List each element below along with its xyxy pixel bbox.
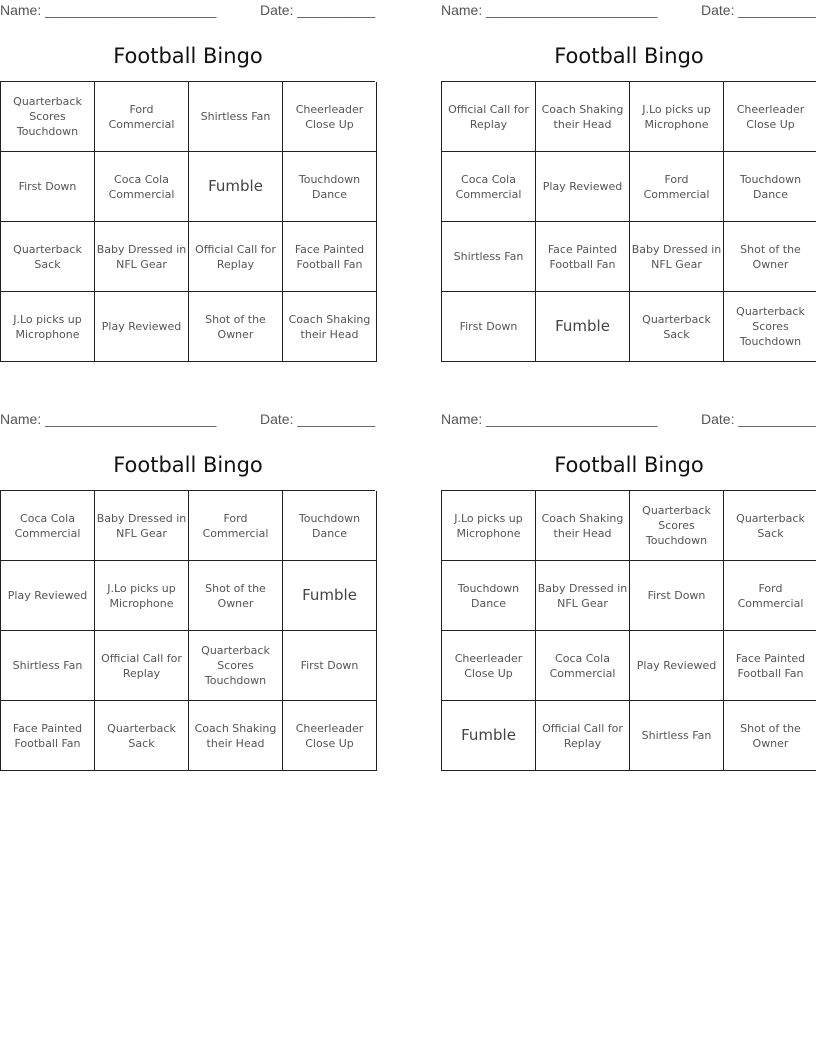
bingo-cell[interactable]: Shirtless Fan <box>1 631 95 701</box>
bingo-card-2 <box>441 0 816 362</box>
bingo-cell[interactable]: Coca Cola Commercial <box>95 152 189 222</box>
bingo-cell[interactable]: Baby Dressed in NFL Gear <box>95 222 189 292</box>
date-field[interactable]: Date: __________ <box>260 2 376 18</box>
bingo-cell[interactable]: Quarterback Scores Touchdown <box>189 631 283 701</box>
date-field[interactable]: Date: __________ <box>260 411 376 427</box>
bingo-cell[interactable]: Quarterback Scores Touchdown <box>724 292 816 362</box>
bingo-cell[interactable]: Official Call for Replay <box>189 222 283 292</box>
bingo-cell[interactable]: Ford Commercial <box>189 491 283 561</box>
bingo-cell[interactable]: Baby Dressed in NFL Gear <box>630 222 724 292</box>
bingo-cell[interactable]: Touchdown Dance <box>283 152 377 222</box>
bingo-cell[interactable]: J.Lo picks up Microphone <box>442 491 536 561</box>
bingo-cell[interactable]: Quarterback Sack <box>630 292 724 362</box>
card-header <box>441 409 816 431</box>
bingo-grid <box>441 81 816 362</box>
bingo-cell[interactable]: Coach Shaking their Head <box>189 701 283 771</box>
bingo-cell[interactable]: Ford Commercial <box>724 561 816 631</box>
name-field[interactable]: Name: ______________________ <box>441 411 658 427</box>
bingo-cell[interactable]: Coach Shaking their Head <box>536 491 630 561</box>
bingo-cell[interactable]: Face Painted Football Fan <box>283 222 377 292</box>
bingo-cell[interactable]: J.Lo picks up Microphone <box>95 561 189 631</box>
date-field[interactable]: Date: __________ <box>701 411 816 427</box>
card-title: Football Bingo <box>113 453 263 477</box>
bingo-cell[interactable]: Shirtless Fan <box>630 701 724 771</box>
bingo-grid <box>0 490 375 771</box>
bingo-grid <box>0 81 375 362</box>
bingo-cell[interactable]: Cheerleader Close Up <box>442 631 536 701</box>
bingo-cell[interactable]: First Down <box>1 152 95 222</box>
bingo-card-1 <box>0 0 376 362</box>
bingo-cell[interactable]: Cheerleader Close Up <box>283 701 377 771</box>
bingo-cell[interactable]: Fumble <box>189 152 283 222</box>
bingo-card-3 <box>0 409 376 771</box>
bingo-cell[interactable]: Coca Cola Commercial <box>536 631 630 701</box>
bingo-cell[interactable]: Face Painted Football Fan <box>536 222 630 292</box>
bingo-card-4 <box>441 409 816 771</box>
bingo-cell[interactable]: Coca Cola Commercial <box>1 491 95 561</box>
card-header <box>0 409 376 431</box>
card-title: Football Bingo <box>113 44 263 68</box>
date-field[interactable]: Date: __________ <box>701 2 816 18</box>
bingo-cell[interactable]: Quarterback Sack <box>1 222 95 292</box>
bingo-cell[interactable]: Fumble <box>442 701 536 771</box>
bingo-cell[interactable]: Shirtless Fan <box>189 82 283 152</box>
name-field[interactable]: Name: ______________________ <box>0 2 217 18</box>
name-field[interactable]: Name: ______________________ <box>441 2 658 18</box>
bingo-grid <box>441 490 816 771</box>
bingo-cell[interactable]: Shirtless Fan <box>442 222 536 292</box>
bingo-cell[interactable]: Coca Cola Commercial <box>442 152 536 222</box>
bingo-cell[interactable]: Shot of the Owner <box>724 222 816 292</box>
bingo-cell[interactable]: Play Reviewed <box>630 631 724 701</box>
bingo-cell[interactable]: Shot of the Owner <box>724 701 816 771</box>
bingo-cell[interactable]: J.Lo picks up Microphone <box>630 82 724 152</box>
card-title: Football Bingo <box>554 453 704 477</box>
name-field[interactable]: Name: ______________________ <box>0 411 217 427</box>
bingo-cell[interactable]: Ford Commercial <box>95 82 189 152</box>
bingo-cell[interactable]: First Down <box>283 631 377 701</box>
bingo-cell[interactable]: Quarterback Scores Touchdown <box>1 82 95 152</box>
bingo-cell[interactable]: First Down <box>630 561 724 631</box>
bingo-cell[interactable]: Quarterback Scores Touchdown <box>630 491 724 561</box>
bingo-cell[interactable]: Official Call for Replay <box>536 701 630 771</box>
bingo-cell[interactable]: Ford Commercial <box>630 152 724 222</box>
bingo-cell[interactable]: Touchdown Dance <box>283 491 377 561</box>
bingo-cell[interactable]: Cheerleader Close Up <box>283 82 377 152</box>
bingo-cell[interactable]: Face Painted Football Fan <box>1 701 95 771</box>
bingo-cell[interactable]: Coach Shaking their Head <box>536 82 630 152</box>
bingo-cell[interactable]: Quarterback Sack <box>724 491 816 561</box>
bingo-cell[interactable]: Baby Dressed in NFL Gear <box>536 561 630 631</box>
bingo-cell[interactable]: Baby Dressed in NFL Gear <box>95 491 189 561</box>
bingo-cell[interactable]: Coach Shaking their Head <box>283 292 377 362</box>
bingo-cell[interactable]: Play Reviewed <box>1 561 95 631</box>
bingo-cell[interactable]: Touchdown Dance <box>442 561 536 631</box>
bingo-cell[interactable]: Play Reviewed <box>536 152 630 222</box>
bingo-cell[interactable]: Official Call for Replay <box>442 82 536 152</box>
bingo-cell[interactable]: Official Call for Replay <box>95 631 189 701</box>
bingo-cell[interactable]: Fumble <box>283 561 377 631</box>
card-header <box>441 0 816 22</box>
bingo-cell[interactable]: Fumble <box>536 292 630 362</box>
bingo-cell[interactable]: Touchdown Dance <box>724 152 816 222</box>
bingo-cell[interactable]: J.Lo picks up Microphone <box>1 292 95 362</box>
bingo-cell[interactable]: Shot of the Owner <box>189 561 283 631</box>
bingo-cell[interactable]: Cheerleader Close Up <box>724 82 816 152</box>
bingo-cell[interactable]: Play Reviewed <box>95 292 189 362</box>
card-header <box>0 0 376 22</box>
bingo-cell[interactable]: First Down <box>442 292 536 362</box>
bingo-cell[interactable]: Shot of the Owner <box>189 292 283 362</box>
bingo-cell[interactable]: Face Painted Football Fan <box>724 631 816 701</box>
bingo-cell[interactable]: Quarterback Sack <box>95 701 189 771</box>
card-title: Football Bingo <box>554 44 704 68</box>
